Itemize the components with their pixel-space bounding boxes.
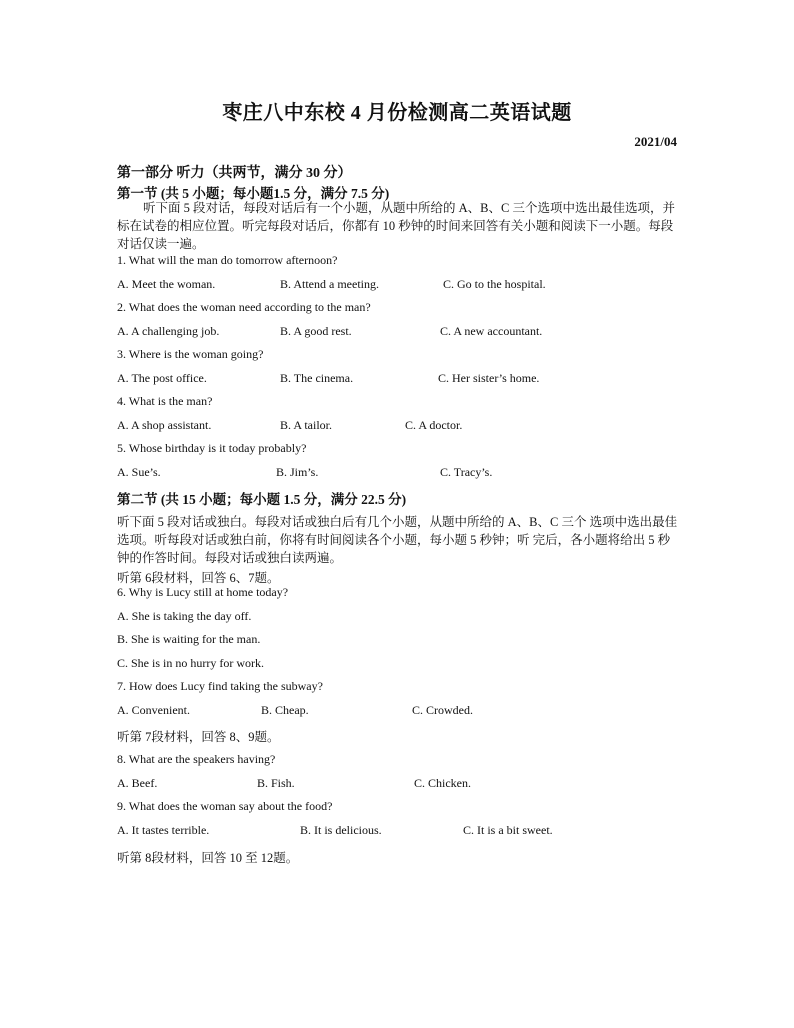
q2-option-c: C. A new accountant. bbox=[440, 324, 543, 338]
section1-heading: 第一节 (共 5 小题；每小题1.5 分，满分 7.5 分) bbox=[117, 186, 390, 201]
q1-option-b: B. Attend a meeting. bbox=[280, 277, 379, 291]
q3-option-c: C. Her sister’s home. bbox=[438, 371, 540, 385]
q8-option-c: C. Chicken. bbox=[414, 776, 471, 790]
question-7: 7. How does Lucy find taking the subway? bbox=[117, 679, 323, 693]
q6-option-c: C. She is in no hurry for work. bbox=[117, 656, 264, 670]
question-3: 3. Where is the woman going? bbox=[117, 347, 264, 361]
page-title: 枣庄八中东校 4 月份检测高二英语试题 bbox=[222, 102, 572, 124]
q3-option-b: B. The cinema. bbox=[280, 371, 354, 385]
q9-option-b: B. It is delicious. bbox=[300, 823, 382, 837]
q8-option-a: A. Beef. bbox=[117, 776, 158, 790]
section2-instructions: 听下面 5 段对话或独白。每段对话或独白后有几个小题，从题中所给的 A、B、C 三个 选项中选出最佳选项。听每段对话或独白前，你将有时间阅读各个小题，每小题 5 秒钟；听 完后，各小题将给出 5 秒钟的作答时间。每段对话或独白读两遍。 bbox=[117, 515, 678, 565]
question-1: 1. What will the man do tomorrow afternoon? bbox=[117, 253, 338, 267]
question-2: 2. What does the woman need according to the man? bbox=[117, 300, 371, 314]
q5-option-c: C. Tracy’s. bbox=[440, 465, 493, 479]
q1-option-a: A. Meet the woman. bbox=[117, 277, 216, 291]
question-6: 6. Why is Lucy still at home today? bbox=[117, 585, 289, 599]
q6-option-a: A. She is taking the day off. bbox=[117, 609, 252, 623]
material-8-note: 听第 8段材料，回答 10 至 12题。 bbox=[117, 851, 299, 865]
q2-option-b: B. A good rest. bbox=[280, 324, 352, 338]
q7-option-a: A. Convenient. bbox=[117, 703, 190, 717]
q3-option-a: A. The post office. bbox=[117, 371, 207, 385]
q5-option-b: B. Jim’s. bbox=[276, 465, 319, 479]
question-8: 8. What are the speakers having? bbox=[117, 752, 276, 766]
q7-option-b: B. Cheap. bbox=[261, 703, 309, 717]
section1-instructions: 听下面 5 段对话，每段对话后有一个小题，从题中所给的 A、B、C 三个选项中选出最佳选项，并标在试卷的相应位置。听完每段对话后，你都有 10 秒钟的时间来回答有关小题和阅读下一小题。每段对话仅读一遍。 bbox=[117, 201, 675, 251]
q6-option-b: B. She is waiting for the man. bbox=[117, 632, 261, 646]
q4-option-b: B. A tailor. bbox=[280, 418, 333, 432]
q5-option-a: A. Sue’s. bbox=[117, 465, 161, 479]
q8-option-b: B. Fish. bbox=[257, 776, 295, 790]
q7-option-c: C. Crowded. bbox=[412, 703, 473, 717]
q2-option-a: A. A challenging job. bbox=[117, 324, 220, 338]
material-7-note: 听第 7段材料，回答 8、9题。 bbox=[117, 730, 280, 744]
q9-option-a: A. It tastes terrible. bbox=[117, 823, 210, 837]
material-6-note: 听第 6段材料，回答 6、7题。 bbox=[117, 571, 280, 585]
q1-option-c: C. Go to the hospital. bbox=[443, 277, 546, 291]
exam-date: 2021/04 bbox=[634, 134, 677, 149]
part1-heading: 第一部分 听力（共两节，满分 30 分） bbox=[117, 166, 352, 181]
q9-option-c: C. It is a bit sweet. bbox=[463, 823, 553, 837]
question-4: 4. What is the man? bbox=[117, 394, 213, 408]
q4-option-a: A. A shop assistant. bbox=[117, 418, 212, 432]
question-9: 9. What does the woman say about the food? bbox=[117, 799, 333, 813]
question-5: 5. Whose birthday is it today probably? bbox=[117, 441, 307, 455]
q4-option-c: C. A doctor. bbox=[405, 418, 463, 432]
section2-heading: 第二节 (共 15 小题；每小题 1.5 分，满分 22.5 分) bbox=[117, 492, 407, 507]
